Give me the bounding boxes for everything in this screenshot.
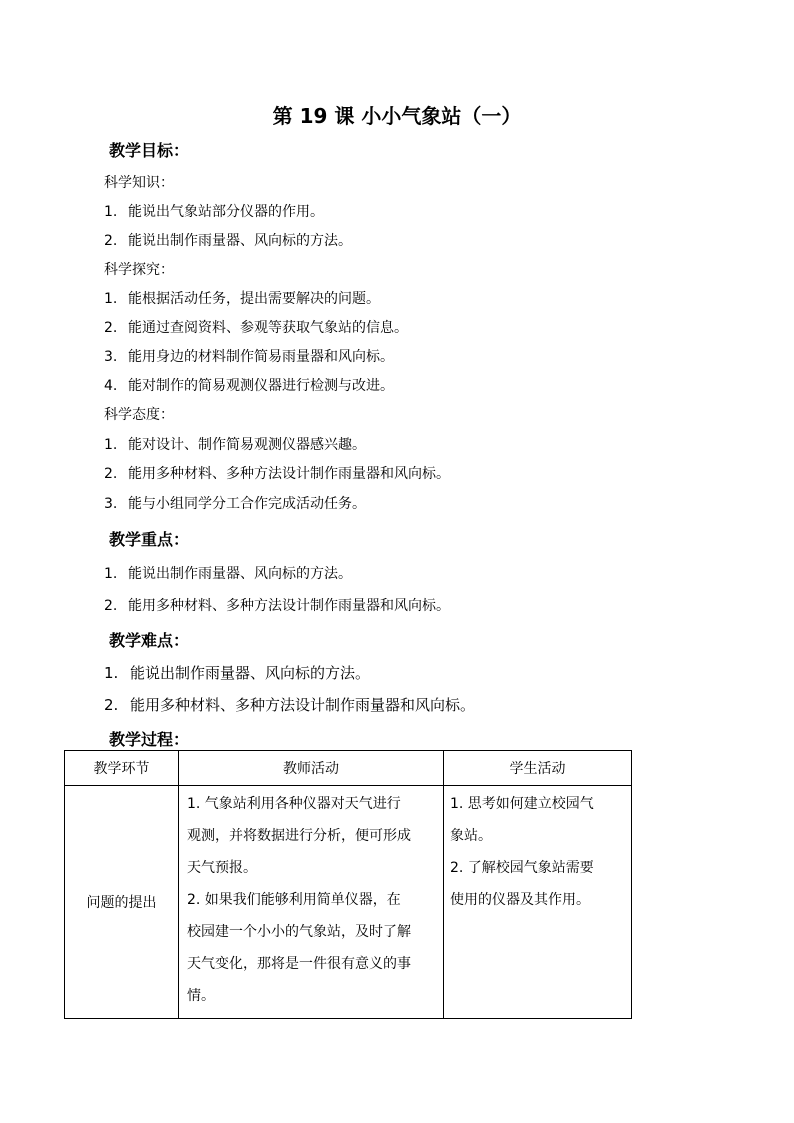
attitude-item: 3. 能与小组同学分工合作完成活动任务。 [104, 496, 366, 512]
difficulty-item: 1. 能说出制作雨量器、风向标的方法。 [104, 664, 371, 682]
difficulty-item: 2. 能用多种材料、多种方法设计制作雨量器和风向标。 [104, 696, 476, 714]
inquiry-item: 3. 能用身边的材料制作简易雨量器和风向标。 [104, 349, 394, 365]
table-header-row [65, 751, 632, 786]
student-activity-line: 1. 思考如何建立校园气 [450, 796, 594, 812]
attitude-item: 2. 能用多种材料、多种方法设计制作雨量器和风向标。 [104, 466, 450, 482]
attitude-item: 1. 能对设计、制作简易观测仪器感兴趣。 [104, 437, 366, 453]
teacher-activity-line: 情。 [187, 988, 215, 1004]
student-activity-line: 象站。 [450, 828, 492, 844]
teacher-activity-cell [179, 786, 444, 1019]
table-row [65, 786, 632, 1019]
teacher-activity-line: 天气变化，那将是一件很有意义的事 [187, 956, 411, 972]
difficulties-heading: 教学难点： [109, 631, 190, 650]
key-points-heading: 教学重点： [109, 530, 190, 549]
inquiry-label: 科学探究： [104, 262, 174, 278]
inquiry-item: 4. 能对制作的简易观测仪器进行检测与改进。 [104, 378, 394, 394]
knowledge-label: 科学知识： [104, 175, 174, 191]
lesson-title: 第 19 课 小小气象站（一） [272, 104, 522, 128]
teacher-activity-line: 天气预报。 [187, 860, 257, 876]
process-table [64, 750, 632, 1019]
column-header: 教师活动 [179, 751, 444, 786]
key-point-item: 2. 能用多种材料、多种方法设计制作雨量器和风向标。 [104, 598, 450, 614]
student-activity-cell [444, 786, 632, 1019]
knowledge-item: 1. 能说出气象站部分仪器的作用。 [104, 204, 324, 220]
teacher-activity-line: 观测，并将数据进行分析，便可形成 [187, 828, 411, 844]
stage-cell: 问题的提出 [65, 786, 179, 1019]
teacher-activity-line: 1. 气象站利用各种仪器对天气进行 [187, 796, 401, 812]
knowledge-item: 2. 能说出制作雨量器、风向标的方法。 [104, 233, 352, 249]
teacher-activity-line: 校园建一个小小的气象站，及时了解 [187, 924, 411, 940]
student-activity-line: 使用的仪器及其作用。 [450, 892, 590, 908]
student-activity-line: 2. 了解校园气象站需要 [450, 860, 594, 876]
objectives-heading: 教学目标： [109, 141, 190, 160]
process-heading: 教学过程： [109, 730, 190, 749]
key-point-item: 1. 能说出制作雨量器、风向标的方法。 [104, 566, 352, 582]
inquiry-item: 2. 能通过查阅资料、参观等获取气象站的信息。 [104, 320, 408, 336]
teacher-activity-line: 2. 如果我们能够利用简单仪器，在 [187, 892, 401, 908]
inquiry-item: 1. 能根据活动任务，提出需要解决的问题。 [104, 291, 380, 307]
attitude-label: 科学态度： [104, 407, 174, 423]
column-header: 学生活动 [444, 751, 632, 786]
column-header: 教学环节 [65, 751, 179, 786]
